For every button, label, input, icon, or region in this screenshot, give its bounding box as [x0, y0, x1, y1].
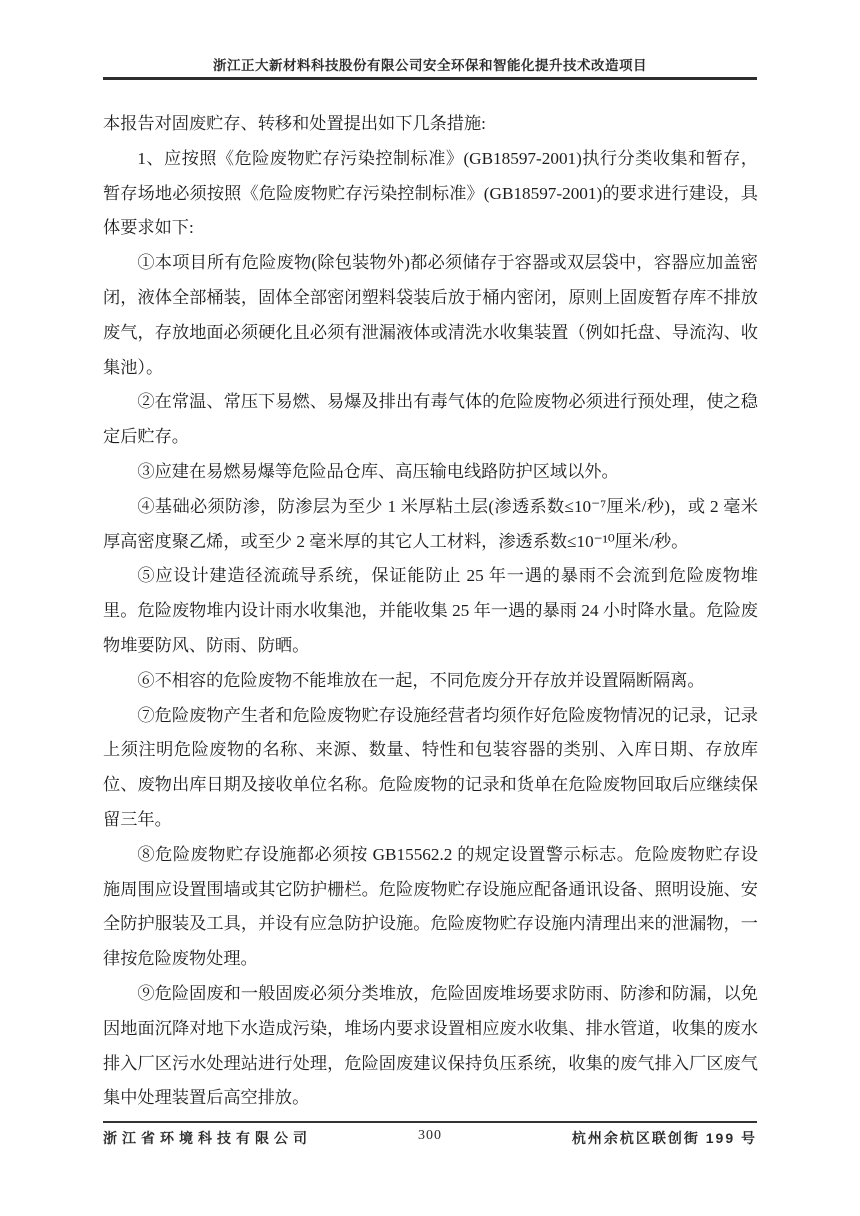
paragraph: ⑦危险废物产生者和危险废物贮存设施经营者均须作好危险废物情况的记录，记录上须注明危险废物的名称、来源、数量、特性和包装容器的类别、入库日期、存放库位、废物出库日期及接收单位名称。危险废物的记录和货单在危险废物回取后应继续保留三年。: [103, 705, 758, 829]
footer-page-number: 300: [418, 1128, 442, 1143]
paragraph: 本报告对固废贮存、转移和处置提出如下几条措施:: [103, 114, 486, 133]
paragraph: ⑤应设计建造径流疏导系统，保证能防止 25 年一遇的暴雨不会流到危险废物堆里。危险废物堆内设计雨水收集池，并能收集 25 年一遇的暴雨 24 小时降水量。危险废物堆要防风、防雨、防晒。: [103, 566, 758, 655]
paragraph: ⑥不相容的危险废物不能堆放在一起，不同危废分开存放并设置隔断隔离。: [137, 670, 705, 690]
paragraph: ⑨危险固废和一般固废必须分类堆放，危险固废堆场要求防雨、防渗和防漏，以免因地面沉降对地下水造成污染，堆场内要求设置相应废水收集、排水管道，收集的废水排入厂区污水处理站进行处理，危险固废建议保持负压系统，收集的废气排入厂区废气集中处理装置后高空排放。: [103, 983, 758, 1108]
header-rule: [103, 77, 757, 80]
paragraph: ①本项目所有危险废物(除包装物外)都必须储存于容器或双层袋中，容器应加盖密闭，液体全部桶装，固体全部密闭塑料袋装后放于桶内密闭，原则上固废暂存库不排放废气，存放地面必须硬化且必须有泄漏液体或清洗水收集装置（例如托盘、导流沟、收集池）。: [103, 253, 758, 377]
footer-rule: [103, 1121, 757, 1123]
document-body: [103, 107, 758, 1116]
paragraph: ⑧危险废物贮存设施都必须按 GB15562.2 的规定设置警示标志。危险废物贮存设施周围应设置围墙或其它防护栅栏。危险废物贮存设施应配备通讯设备、照明设施、安全防护服装及工具，并设有应急防护设施。危险废物贮存设施内清理出来的泄漏物，一律按危险废物处理。: [103, 844, 758, 969]
paragraph: ③应建在易燃易爆等危险品仓库、高压输电线路防护区域以外。: [137, 461, 619, 481]
page-footer: [103, 1128, 757, 1150]
paragraph: ④基础必须防渗，防渗层为至少 1 米厚粘土层(渗透系数≤10⁻⁷厘米/秒)，或 2 毫米厚高密度聚乙烯，或至少 2 毫米厚的其它人工材料，渗透系数≤10⁻¹⁰厘米/秒。: [103, 496, 758, 551]
footer-company-name: 浙江省环境科技有限公司: [103, 1130, 312, 1146]
footer-address: 杭州余杭区联创街 199 号: [571, 1130, 757, 1146]
paragraph: ②在常温、常压下易燃、易爆及排出有毒气体的危险废物必须进行预处理，使之稳定后贮存。: [103, 392, 758, 447]
page-header-title: 浙江正大新材料科技股份有限公司安全环保和智能化提升技术改造项目: [213, 58, 647, 73]
paragraph: 1、应按照《危险废物贮存污染控制标准》(GB18597-2001)执行分类收集和暂存，暂存场地必须按照《危险废物贮存污染控制标准》(GB18597-2001)的要求进行建设，具体要求如下:: [103, 148, 758, 238]
